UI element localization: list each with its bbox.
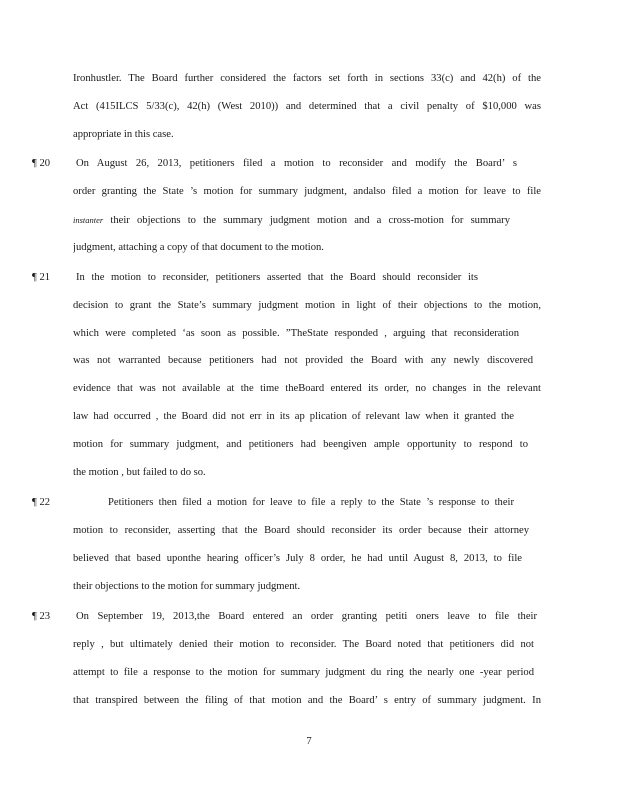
text-line: In the motion to reconsider, petitioners asserted that the Board should reconsider its bbox=[76, 272, 478, 283]
text-line: appropriate in this case. bbox=[73, 129, 174, 140]
text-line: motion to reconsider, asserting that the Board should reconsider its order because their attorney bbox=[73, 525, 529, 536]
text-line: evidence that was not available at the time theBoard entered its order, no changes in the relevant bbox=[73, 383, 541, 394]
text-line: reply , but ultimately denied their motion to reconsider. The Board noted that petitioners did not bbox=[73, 639, 534, 650]
text-line: decision to grant the State’s summary judgment motion in light of their objections to the motion, bbox=[73, 300, 541, 311]
text-line: that transpired between the filing of that motion and the Board’ s entry of summary judgment. In bbox=[73, 695, 541, 706]
text-line: motion for summary judgment, and petitioners had beengiven ample opportunity to respond to bbox=[73, 439, 528, 450]
text-line: attempt to file a response to the motion for summary judgment du ring the nearly one -year period bbox=[73, 667, 534, 678]
text-line: On August 26, 2013, petitioners filed a motion to reconsider and modify the Board’ s bbox=[76, 158, 517, 169]
italic-term: instanter bbox=[73, 215, 104, 225]
text-line: instanter their objections to the summary judgment motion and a cross-motion for summary bbox=[73, 215, 510, 226]
text-line: was not warranted because petitioners had not provided the Board with any newly discovered bbox=[73, 355, 533, 366]
text-line: believed that based uponthe hearing officer’s July 8 order, he had until August 8, 2013, to file bbox=[73, 553, 522, 564]
paragraph-number: ¶ 23 bbox=[32, 611, 51, 622]
text-line: Ironhustler. The Board further considered the factors set forth in sections 33(c) and 42(h) of the bbox=[73, 73, 541, 84]
text-line: Act (415ILCS 5/33(c), 42(h) (West 2010)) and determined that a civil penalty of $10,000 was bbox=[73, 101, 541, 112]
text-line: law had occurred , the Board did not err in its ap plication of relevant law when it granted the bbox=[73, 411, 514, 422]
text-line: which were completed ‘as soon as possible. ”TheState responded , arguing that reconsideration bbox=[73, 328, 519, 339]
text-line: order granting the State ’s motion for summary judgment, andalso filed a motion for leave to file bbox=[73, 186, 541, 197]
text-line: the motion , but failed to do so. bbox=[73, 467, 206, 478]
paragraph-number: ¶ 21 bbox=[32, 272, 51, 283]
text-line: judgment, attaching a copy of that document to the motion. bbox=[73, 242, 324, 253]
paragraph-number: ¶ 20 bbox=[32, 158, 51, 169]
paragraph-number: ¶ 22 bbox=[32, 497, 51, 508]
text-line: Petitioners then filed a motion for leave to file a reply to the State ’s response to their bbox=[108, 497, 514, 508]
text-line: their objections to the motion for summary judgment. bbox=[73, 581, 301, 592]
text-line: On September 19, 2013,the Board entered an order granting petiti oners leave to file their bbox=[76, 611, 537, 622]
page-number: 7 bbox=[306, 736, 312, 747]
